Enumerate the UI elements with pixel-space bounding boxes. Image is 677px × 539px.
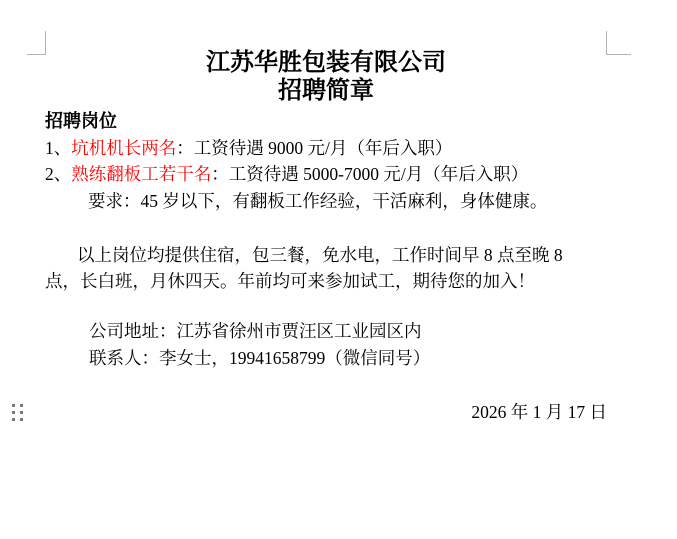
drag-handle-dot xyxy=(20,411,23,414)
job-1-detail: ：工资待遇 9000 元/月（年后入职） xyxy=(176,138,453,158)
contact-person-line[interactable]: 联系人：李女士，19941658799（微信同号） xyxy=(89,348,431,368)
job-2-title: 熟练翻板工若干名 xyxy=(71,164,212,184)
drag-handle-dot xyxy=(12,411,15,414)
document-subtitle[interactable]: 招聘简章 xyxy=(278,77,374,104)
benefits-paragraph-line-2[interactable]: 点，长白班，月休四天。年前均可来参加试工，期待您的加入！ xyxy=(45,271,535,291)
drag-handle-dot xyxy=(12,404,15,407)
job-item-2[interactable] xyxy=(45,163,528,186)
job-1-title: 坑机机长两名 xyxy=(71,138,177,158)
date-line[interactable]: 2026 年 1 月 17 日 xyxy=(471,402,607,422)
job-2-detail: ：工资待遇 5000-7000 元/月（年后入职） xyxy=(211,164,529,184)
job-2-number: 2、 xyxy=(45,164,72,184)
drag-handle-dot xyxy=(20,418,23,421)
job-item-1[interactable] xyxy=(45,137,452,160)
company-address-line[interactable]: 公司地址：江苏省徐州市贾汪区工业园区内 xyxy=(89,321,422,341)
section-heading-positions[interactable]: 招聘岗位 xyxy=(45,111,117,131)
margin-mark-top-right-horizontal xyxy=(607,54,631,55)
drag-handle-dot xyxy=(20,404,23,407)
drag-handle-icon[interactable] xyxy=(12,404,23,421)
company-title[interactable]: 江苏华胜包装有限公司 xyxy=(206,49,446,76)
job-1-number: 1、 xyxy=(45,138,72,158)
margin-mark-top-left-horizontal xyxy=(27,54,46,55)
job-requirement-line[interactable]: 要求：45 岁以下，有翻板工作经验，干活麻利，身体健康。 xyxy=(88,191,548,211)
drag-handle-dot xyxy=(12,418,15,421)
benefits-paragraph-line-1[interactable]: 以上岗位均提供住宿，包三餐，免水电，工作时间早 8 点至晚 8 xyxy=(77,245,563,265)
